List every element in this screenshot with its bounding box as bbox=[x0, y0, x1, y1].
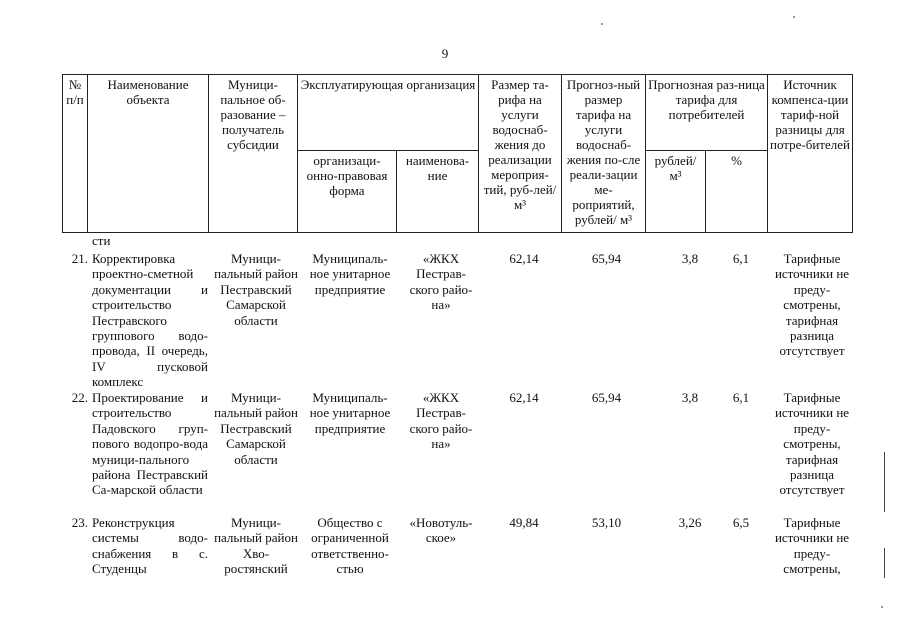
object-name: Реконструкция системы водо-снабжения в с. Студенцы bbox=[92, 515, 208, 577]
header-tariff-before: Размер та-рифа на услуги водоснаб-жения до реализации мероприя-тий, руб-лей/ м³ bbox=[479, 75, 562, 233]
tariff-before: 62,14 bbox=[509, 390, 539, 405]
object-name: Корректировка проектно-сметной документации и строительство Пестравского группового водо-провода, II очередь, IV пусковой комплекс bbox=[92, 251, 208, 390]
header-diff: Прогнозная раз-ница тарифа для потребителей bbox=[646, 75, 768, 151]
diff-rub: 3,8 bbox=[681, 251, 699, 266]
header-operator: Эксплуатирующая организация bbox=[298, 75, 479, 151]
diff-rub: 3,26 bbox=[678, 515, 702, 530]
org-form: Муниципаль-ное унитарное предприятие bbox=[309, 390, 391, 436]
header-municipality: Муници-пальное об-разование – получатель субсидии bbox=[209, 75, 298, 233]
tariff-before: 49,84 bbox=[509, 515, 539, 530]
scan-speck bbox=[601, 23, 603, 25]
municipality: Муници-пальный район Пестравский Самарской области bbox=[214, 390, 298, 467]
header-num: № п/п bbox=[63, 75, 88, 233]
org-name: «Новотуль-ское» bbox=[409, 515, 473, 546]
row-number: 23. bbox=[71, 515, 88, 530]
header-diff-rub: рублей/ м³ bbox=[646, 151, 706, 233]
compensation-source: Тарифные источники не преду-смотрены, тарифная разница отсутствует bbox=[774, 390, 850, 498]
org-name: «ЖКХ Пестрав-ского райо-на» bbox=[409, 251, 473, 313]
municipality: Муници-пальный район Пестравский Самарской области bbox=[214, 251, 298, 328]
tariff-after: 65,94 bbox=[591, 390, 622, 405]
compensation-source: Тарифные источники не преду-смотрены, тарифная разница отсутствует bbox=[774, 251, 850, 359]
tariff-after: 53,10 bbox=[591, 515, 622, 530]
diff-pct: 6,1 bbox=[732, 390, 750, 405]
header-operator-form: организаци-онно-правовая форма bbox=[298, 151, 397, 233]
tariff-after: 65,94 bbox=[591, 251, 622, 266]
scan-speck bbox=[793, 16, 795, 18]
compensation-source: Тарифные источники не преду-смотрены, bbox=[774, 515, 850, 577]
continuation-text: сти bbox=[92, 233, 111, 248]
municipality: Муници-пальный район Хво-ростянский bbox=[214, 515, 298, 577]
org-form: Муниципаль-ное унитарное предприятие bbox=[309, 251, 391, 297]
scan-edge-line bbox=[884, 452, 885, 512]
header-tariff-after: Прогноз-ный размер тарифа на услуги водоснаб-жения по-сле реали-зации ме-роприятий, рублей/ м³ bbox=[562, 75, 646, 233]
scan-speck bbox=[881, 606, 883, 608]
page-number: 9 bbox=[441, 46, 449, 61]
header-name: Наименование объекта bbox=[88, 75, 209, 233]
row-number: 22. bbox=[71, 390, 88, 405]
header-operator-name: наименова-ние bbox=[397, 151, 479, 233]
org-name: «ЖКХ Пестрав-ского райо-на» bbox=[409, 390, 473, 452]
row-number: 21. bbox=[71, 251, 88, 266]
header-source: Источник компенса-ции тариф-ной разницы для потре-бителей bbox=[768, 75, 853, 233]
tariff-before: 62,14 bbox=[509, 251, 539, 266]
object-name: Проектирование и строительство Падовского груп-пового водопро-вода муници-пального района Пестравский Са-марской области bbox=[92, 390, 208, 498]
diff-pct: 6,5 bbox=[732, 515, 750, 530]
diff-pct: 6,1 bbox=[732, 251, 750, 266]
scan-edge-line bbox=[884, 548, 885, 578]
org-form: Общество с ограниченной ответственно-стью bbox=[311, 515, 389, 577]
header-diff-pct: % bbox=[706, 151, 768, 233]
diff-rub: 3,8 bbox=[681, 390, 699, 405]
